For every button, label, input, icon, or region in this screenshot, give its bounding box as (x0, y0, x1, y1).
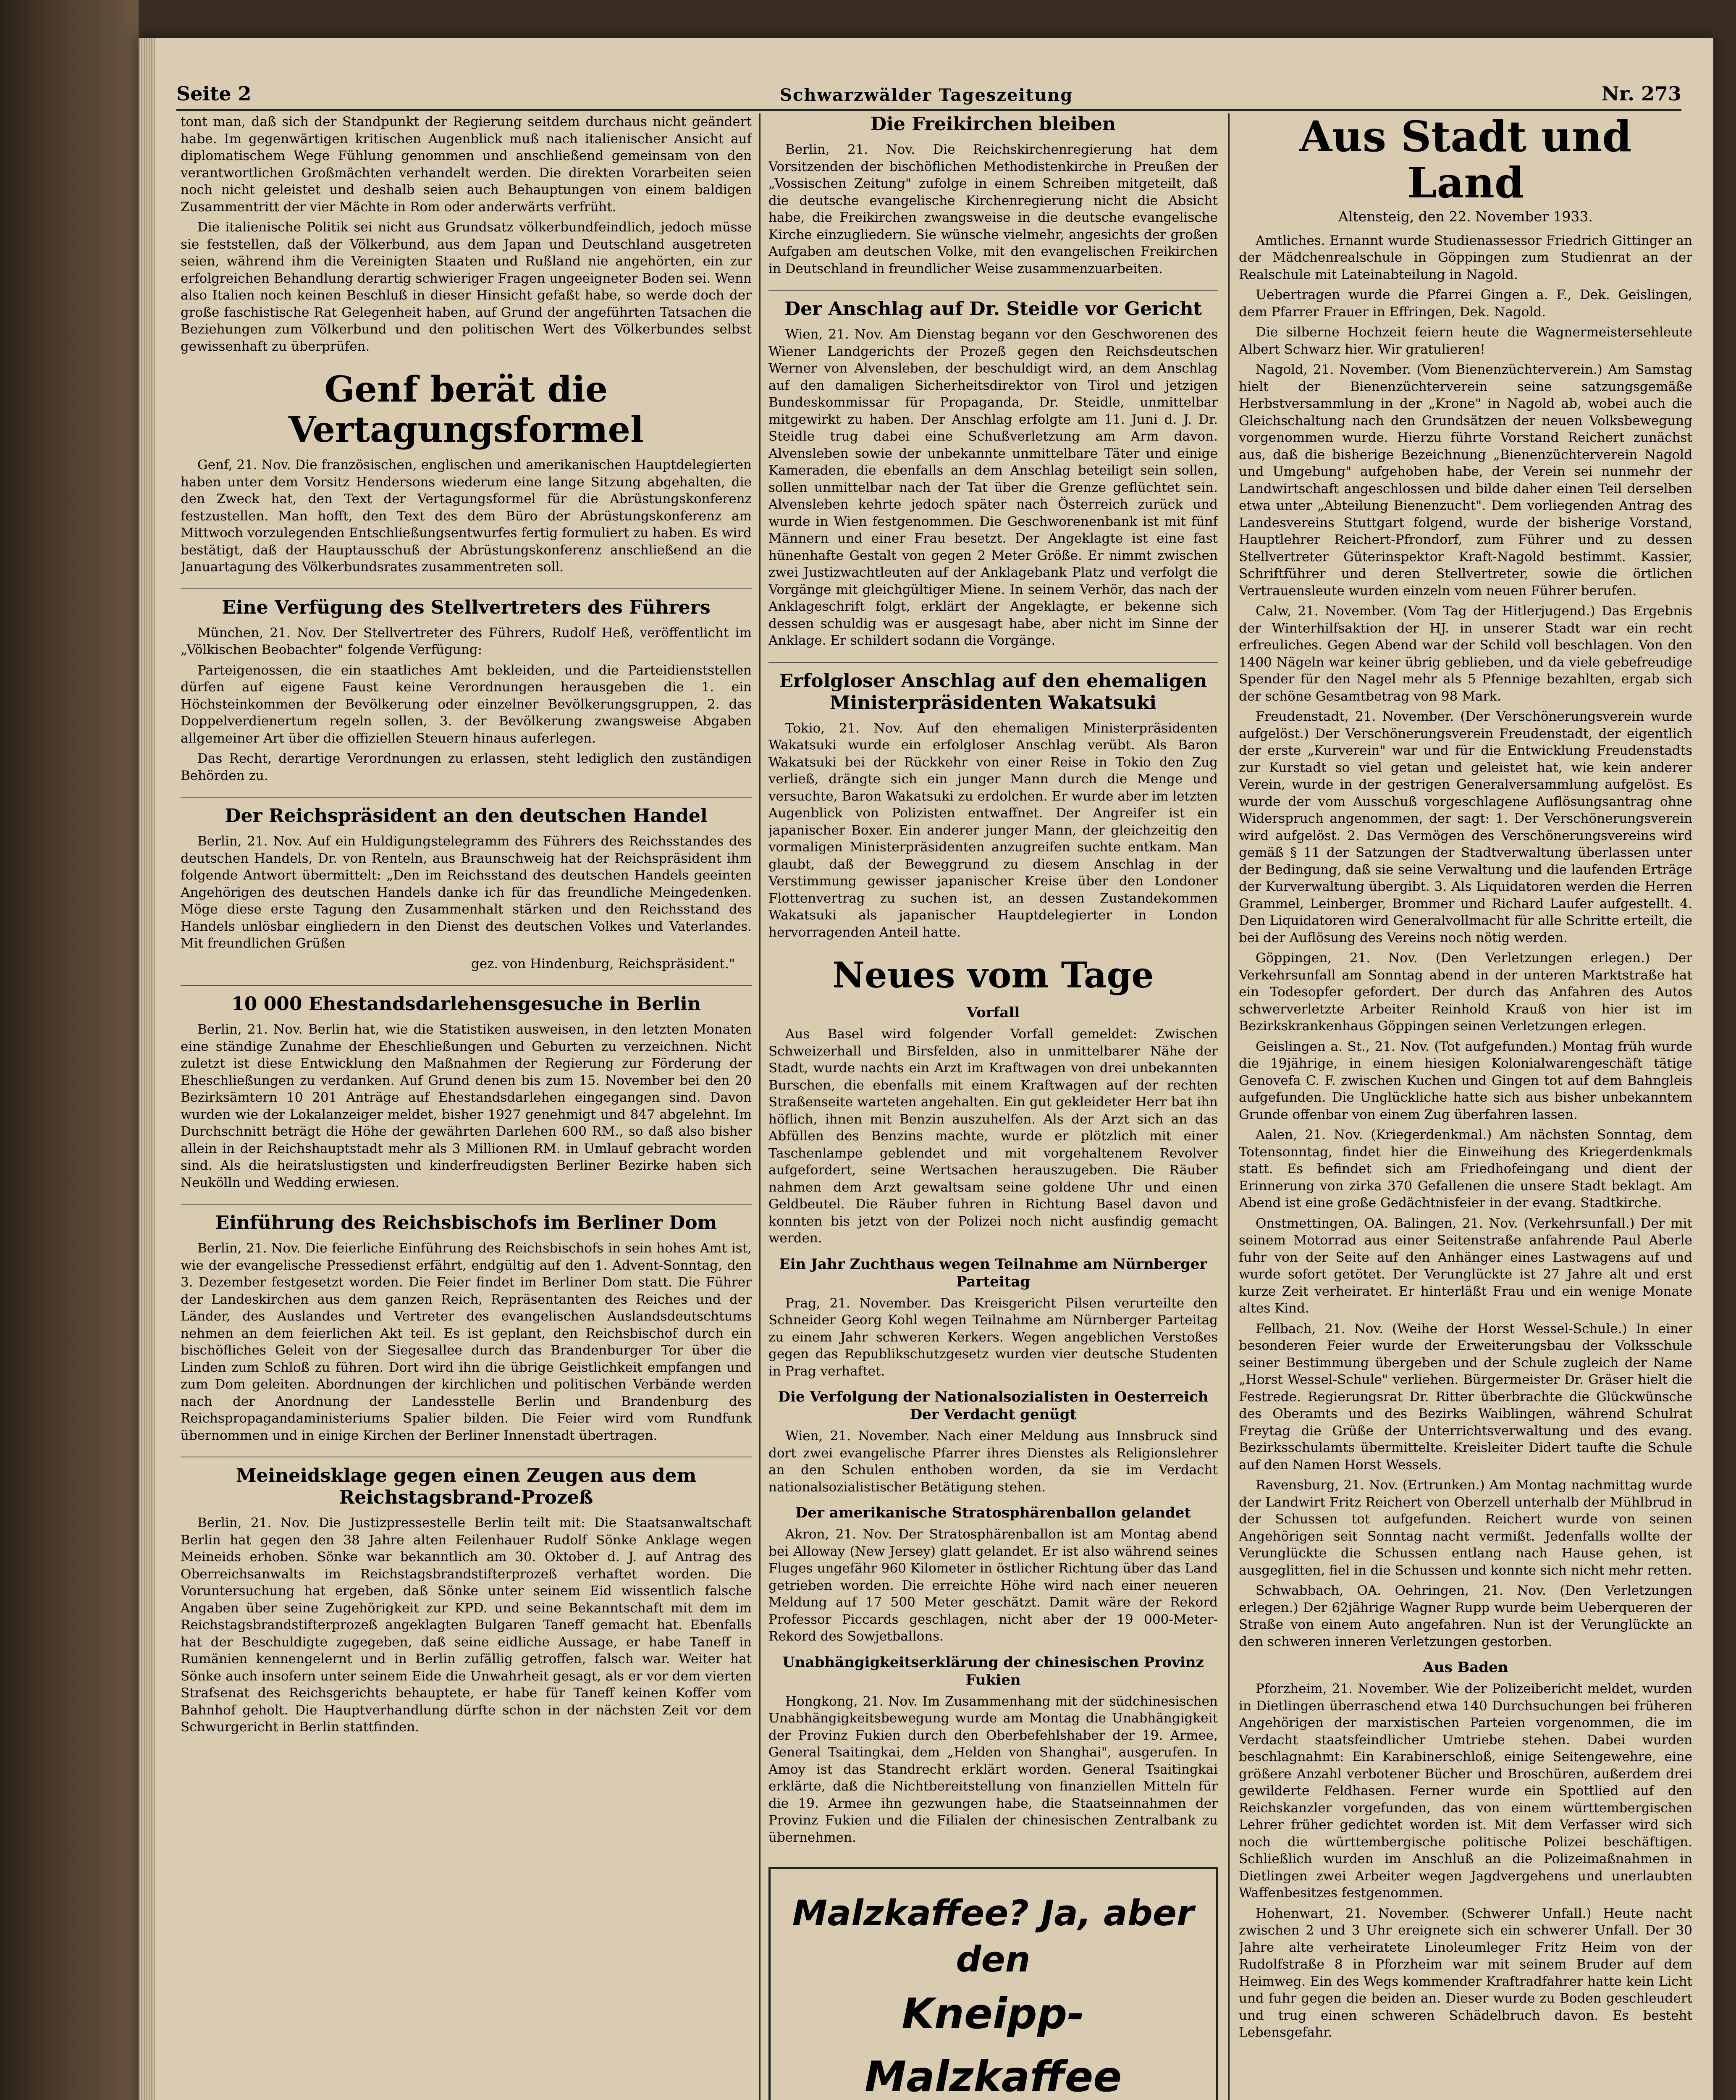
article-text: Hongkong, 21. Nov. Im Zusammenhang mit der südchinesischen Unabhängigkeitsbewegung wurde am Montag die Unabhängigkeit der Provinz Fukien durch den Oberbefehlshaber der 19. Armee, General Tsaitingkai, dem „Helden von Shanghai", ausgerufen. In Amoy ist das Standrecht erklärt worden. General Tsaitingkai erklärte, daß die Nichtbereitstellung von finanziellen Mitteln für die 19. Armee ihn gezwungen habe, die Staatseinnahmen der Provinz Fukien und die Filialen der chinesischen Zentralbank zu übernehmen. (768, 1693, 1218, 1845)
article-text: Berlin, 21. Nov. Die Justizpressestelle Berlin teilt mit: Die Staatsanwaltschaft Berlin hat gegen den 38 Jahre alten Feilenhauer Rudolf Sönke Anklage wegen Meineids erhoben. Sönke war bekanntlich am 30. Oktober d. J. auf Antrag des Oberreichsanwalts im Reichstagsbrandstifterprozeß verhaftet worden. Die Voruntersuchung hat ergeben, daß Sönke unter seinem Eid wissentlich falsche Angaben über seine Zugehörigkeit zur KPD. und seine Bekanntschaft mit dem im Reichstagsbrandstifterprozeß angeklagten Bulgaren Taneff gemacht hat. Ebenfalls hat der Beschuldigte zugegeben, daß seine eidliche Aussage, er habe Taneff in Rumänien kennengelernt und in Berlin zufällig getroffen, falsch war. Weiter hat Sönke auch insofern unter seinem Eide die Unwahrheit gesagt, als er vor dem vierten Strafsenat des Reichsgerichts behauptete, er habe für Taneff keinen Koffer vom Bahnhof geholt. Die Hauptverhandlung dürfte schon in der nächsten Zeit vor dem Schwurgericht in Berlin stattfinden. (181, 1515, 752, 1735)
section-title: Neues vom Tage (832, 954, 1154, 996)
article-text: Parteigenossen, die ein staatliches Amt bekleiden, und die Parteidienststellen dürfen auf eigene Faust keine Verordnungen herausgeben die 1. ein Höchsteinkommen der Bevölkerung oder einzelner Bevölkerungsgruppen, 2. das Doppelverdienertum regeln sollen, 3. der Bevölkerung zwangsweise Abgaben allgemeiner Art über die offiziellen Steuern hinaus auferlegen. (181, 662, 752, 746)
subsection-title: Aus Baden (1423, 1659, 1508, 1676)
baden-news-list (1239, 1680, 1692, 2041)
news-item: Ravensburg, 21. Nov. (Ertrunken.) Am Montag nachmittag wurde der Landwirt Fritz Reichert von Oberzell unterhalb der Mühlbrud in der Schussen tot aufgefunden. Reichert wurde von seinen Angehörigen seit Sonntag nacht vermißt. Jedenfalls wollte der Verunglückte die Schussen entlang nach Hause gehen, ist ausgeglitten, fiel in die Schussen und konnte sich nicht mehr retten. (1239, 1478, 1692, 1578)
news-item: Amtliches. Ernannt wurde Studienassessor Friedrich Gittinger an der Mädchenrealschule in Göppingen zum Studienrat an der Realschule mit Lateinabteilung in Nagold. (1239, 233, 1692, 282)
news-item: Nagold, 21. November. (Vom Bienenzüchterverein.) Am Samstag hielt der Bienenzüchterverein seine satzungsgemäße Herbstversammlung in der „Krone" in Nagold ab, wobei auch die Gleichschaltung nach den Grundsätzen der neuen Volksbewegung vorgenommen wurde. Hierzu führte Vorstand Reichert zunächst aus, daß die bisherige Bezeichnung „Bienenzüchterverein Nagold und Umgebung" aufgehoben habe, der Verein sei nunmehr der Landwirtschaft angeschlossen und bilde daher einen Teil derselben etwa unter „Abteilung Bienenzucht". Dem vorliegenden Antrag des Landesvereins Stuttgart folgend, wurde der bisherige Vorstand, Hauptlehrer Reichert-Pfrondorf, zum Führer und zu dessen Stellvertreter Güterinspektor Kraft-Nagold bestimmt. Kassier, Schriftführer und deren Stellvertreter, sowie die örtlichen Vertrauensleute wurden einzeln vom neuen Führer berufen. (1239, 362, 1692, 598)
article-text: Berlin, 21. Nov. Berlin hat, wie die Statistiken ausweisen, in den letzten Monaten eine ständige Zunahme der Eheschließungen und Geburten zu verzeichnen. Nicht zuletzt ist diese Entwicklung den Maßnahmen der Regierung zur Förderung der Eheschließungen zu verdanken. Auf Grund denen bis zum 15. November bei den 20 Bezirksämtern 10 201 Anträge auf Ehestandsdarlehen eingegangen sind. Davon wurden wie der Lokalanzeiger meldet, bisher 1927 genehmigt und 847 abgelehnt. Im Durchschnitt beträgt die Höhe der gewährten Darlehen 600 RM., so daß also bisher allein in der Reichshauptstadt mehr als 3 Millionen RM. in Umlauf gebracht worden sind. Als die heiratslustigsten und kinderfreudigsten Berliner Bezirke haben sich Neukölln und Wedding erwiesen. (181, 1022, 752, 1190)
page-number: Seite 2 (176, 82, 252, 105)
headline: Die Verfolgung der Nationalsozialisten in Oesterreich Der Verdacht genügt (778, 1389, 1209, 1423)
news-item: Calw, 21. November. (Vom Tag der Hitlerjugend.) Das Ergebnis der Winterhilfsaktion der HJ. in unserer Stadt war ein recht erfreuliches. Gegen Abend war der Schild voll beschlagen. Von den 1400 Nägeln war keiner übrig geblieben, und da viele gebefreudige Spender für den Nagel mehr als 5 Pfennige bezahlten, ergab sich der schöne Gesamtbetrag von 98 Mark. (1239, 604, 1692, 704)
news-item: Uebertragen wurde die Pfarrei Gingen a. F., Dek. Geislingen, dem Pfarrer Frauer in Effringen, Dek. Nagold. (1239, 287, 1692, 320)
news-item: Onstmettingen, OA. Balingen, 21. Nov. (Verkehrsunfall.) Der mit seinem Motorrad aus einer Seitenstraße anfahrende Paul Aberle fuhr von der Seite auf den Anhänger eines Lastwagens auf und wurde sofort getötet. Der Verunglückte ist 27 Jahre alt und erst kurze Zeit verheiratet. Er hinterläßt Frau und ein wenige Monate altes Kind. (1239, 1215, 1692, 1316)
page-stack-edge (139, 38, 155, 2100)
headline: 10 000 Ehestandsdarlehensgesuche in Berlin (181, 985, 752, 1015)
intro-paragraph: Die italienische Politik sei nicht aus Grundsatz völkerbundfeindlich, jedoch müsse sie feststellen, daß der Völkerbund, aus dem Japan und Deutschland ausgetreten seien, während ihm die Vereinigten Staaten und Rußland nie angehörten, ein zur erfolgreichen Behandlung derartig schwieriger Fragen ungeeigneter Boden sei. Wenn also Italien noch keinen Beschluß in dieser Hinsicht gefaßt habe, so werde doch der große faschistische Rat Gelegenheit haben, auf Grund der angeführten Tatsachen die Beziehungen zum Völkerbund und den politischen Wert des Völkerbundes selbst gewissenhaft zu überprüfen. (181, 220, 752, 354)
headline: Ein Jahr Zuchthaus wegen Teilnahme am Nürnberger Parteitag (779, 1255, 1207, 1290)
headline: Die Freikirchen bleiben (871, 113, 1116, 135)
article-text: Berlin, 21. Nov. Die Reichskirchenregierung hat dem Vorsitzenden der bischöflichen Methodistenkirche in Preußen der „Vossischen Zeitung" zufolge in einem Schreiben mitgeteilt, daß die deutsche evangelische Kirchenregierung nicht die Absicht habe, die Freikirchen zwangsweise in die deutsche evangelische Kirche einzugliedern. Sie wünsche vielmehr, angesichts der großen Aufgaben am deutschen Volke, mit den evangelischen Freikirchen in Deutschland in freundlicher Weise zusammenzuarbeiten. (768, 142, 1218, 276)
news-item: Göppingen, 21. Nov. (Den Verletzungen erlegen.) Der Verkehrsunfall am Sonntag abend in der unteren Marktstraße hat ein Todesopfer gefordert. Der durch das Anfahren des Autos schwerverletzte Arbeiter Reinhold Krauß von hier ist im Bezirkskrankenhaus Göppingen seinen Verletzungen erlegen. (1239, 950, 1692, 1034)
intro-paragraph: tont man, daß sich der Standpunkt der Regierung seitdem durchaus nicht geändert habe. Im gegenwärtigen kritischen Augenblick muß nach italienischer Ansicht auf diplomatischem Wege Fühlung genommen und anschließend gemeinsam von den verantwortlichen Großmächten verhandelt werden. Die direkten Vorarbeiten seien noch nicht geleistet und deshalb seien auch Behauptungen von einem baldigen Zusammentritt der vier Mächte in Rom oder anderwärts verfrüht. (181, 114, 752, 215)
news-item: Pforzheim, 21. November. Wie der Polizeibericht meldet, wurden in Dietlingen überraschend etwa 140 Durchsuchungen bei früheren Angehörigen der marxistischen Parteien vorgenommen, die im Verdacht staatsfeindlicher Umtriebe stehen. Dabei wurden beschlagnahmt: Ein Karabinerschloß, einige Seitengewehre, eine größere Anzahl verbotener Bücher und Broschüren, außerdem drei gewilderte Feldhasen. Ferner wurde ein Spottlied auf den Reichskanzler vorgefunden, das von einem württembergischen Lehrer früher gedichtet worden ist. Mit dem Verfasser wird sich noch die württembergische politische Polizei beschäftigen. Schließlich wurden im Anschluß an die Polizeimaßnahmen in Dietlingen zwei Arbeiter wegen Jagdvergehens und unerlaubten Waffenbesitzes festgenommen. (1239, 1681, 1692, 1900)
column-2 (768, 113, 1218, 2100)
news-item: Fellbach, 21. Nov. (Weihe der Horst Wessel-Schule.) In einer besonderen Feier wurde der Erweiterungsbau der Volksschule seiner Bestimmung übergeben und der Schule zugleich der Name „Horst Wessel-Schule" verliehen. Bürgermeister Dr. Gräser hielt die Festrede. Regierungsrat Dr. Ritter überbrachte die Glückwünsche des Oberamts und des Bezirks Waiblingen, während Schulrat Freytag die Grüße der Unterrichtsverwaltung und des evang. Bezirksschulamts übermittelte. Kreisleiter Didert taufte die Schule auf den Namen Horst Wessels. (1239, 1321, 1692, 1473)
news-item: Aalen, 21. Nov. (Kriegerdenkmal.) Am nächsten Sonntag, dem Totensonntag, findet hier die Einweihung des Kriegerdenkmals statt. Es befindet sich am Friedhofeingang und dient der Erinnerung von zirka 370 Gefallenen die unsere Stadt beklagt. Am Abend ist eine große Gedächtnisfeier in der evang. Stadtkirche. (1239, 1127, 1692, 1210)
section-title: Aus Stadt und Land (1299, 113, 1632, 207)
news-item: Hohenwart, 21. November. (Schwerer Unfall.) Heute nacht zwischen 2 und 3 Uhr ereignete sich ein schwerer Unfall. Der 30 Jahre alte verheiratete Linoleumleger Fritz Heim von der Rudolfstraße 8 in Pforzheim war mit seinem Bruder auf dem Heimweg. Ein des Wegs kommender Kraftradfahrer hatte kein Licht und fuhr gegen die beiden an. Dieser wurde zu Boden geschleudert und trug einen schweren Schädelbruch davon. Es besteht Lebensgefahr. (1239, 1906, 1692, 2040)
headline: Meineidsklage gegen einen Zeugen aus dem Reichstagsbrand-Prozeß (181, 1457, 752, 1509)
headline: Der amerikanische Stratosphärenballon gelandet (795, 1504, 1191, 1521)
article-text: Tokio, 21. Nov. Auf den ehemaligen Ministerpräsidenten Wakatsuki wurde ein erfolgloser Anschlag verübt. Als Baron Wakatsuki bei der Rückkehr von einer Reise in Tokio den Zug verließ, drängte sich ein junger Mann durch die Menge und versuchte, Baron Wakatsuki zu erdolchen. Er wurde aber im letzten Augenblick von Polizisten entwaffnet. Der Angreifer ist ein japanischer Boxer. Ein anderer junger Mann, der gleichzeitig den vormaligen Ministerpräsidenten anzugreifen suchte entkam. Man glaubt, daß der Beweggrund zu diesem Anschlag in der Verstimmung gewisser japanischer Kreise über den Londoner Flottenvertrag zu suchen ist, an dessen Zustandekommen Wakatsuki als japanischer Hauptdelegierter in London hervorragenden Anteil hatte. (768, 720, 1218, 940)
article-text: München, 21. Nov. Der Stellvertreter des Führers, Rudolf Heß, veröffentlicht im „Völkischen Beobachter" folgende Verfügung: (181, 625, 752, 657)
dateline: Altensteig, den 22. November 1933. (1338, 208, 1593, 225)
book-binding (0, 0, 139, 2100)
article-text: Das Recht, derartige Verordnungen zu erlassen, steht lediglich den zuständigen Behörden zu. (181, 751, 752, 783)
headline: Einführung des Reichsbischofs im Berliner Dom (181, 1204, 752, 1234)
article-text: Berlin, 21. Nov. Auf ein Huldigungstelegramm des Führers des Reichsstandes des deutschen Handels, Dr. von Renteln, aus Braunschweig hat der Reichspräsident ihm folgende Antwort übermittelt: „Den im Reichsstand des deutschen Handels geeinten Angehörigen des deutschen Handels danke ich für das freundliche Meingedenken. Möge diese erste Tagung den Zusammenhalt stärken und den Reichsstand des Handels unlösbar eingliedern in den Dienst des deutschen Volkes und Vaterlandes. Mit freundlichen Grüßen (181, 834, 752, 951)
column-1 (181, 113, 752, 2100)
headline: Eine Verfügung des Stellvertreters des Führers (181, 588, 752, 619)
headline: Unabhängigkeitserklärung der chinesischen Provinz Fukien (782, 1654, 1204, 1688)
news-item: Freudenstadt, 21. November. (Der Verschönerungsverein wurde aufgelöst.) Der Verschönerungsverein Freudenstadt, der eigentlich der erste „Kurverein" war und für die Entwicklung Freudenstadts zur Kurstadt so viel getan und geleistet hat, wie kein anderer Verein, wurde in der gestrigen Generalversammlung aufgelöst. Es wurde der vom Ausschuß vorgeschlagene Auflösungsantrag ohne Widerspruch angenommen, der sagt: 1. Der Verschönerungsverein wird aufgelöst. 2. Das Vermögen des Verschönerungsvereins wird gemäß § 11 der Satzungen der Stadtverwaltung überlassen unter der Bedingung, daß sie seine Verwaltung und die laufenden Erträge der Kurverwaltung übergibt. 3. Als Liquidatoren werden die Herren Grammel, Leinberger, Brommer und Richard Laufer aufgestellt. 4. Den Liquidatoren wird Generalvollmacht für alle Schritte erteilt, die bei der Auflösung des Vereins noch nötig werden. (1239, 709, 1692, 945)
headline: Der Anschlag auf Dr. Steidle vor Gericht (768, 290, 1218, 320)
headline: Der Reichspräsident an den deutschen Handel (181, 797, 752, 827)
news-item: Schwabbach, OA. Oehringen, 21. Nov. (Den Verletzungen erlegen.) Der 62jährige Wagner Rupp wurde beim Ueberqueren der Straße von einem Auto angefahren. Nun ist der Verunglückte an den schweren inneren Verletzungen gestorben. (1239, 1583, 1692, 1649)
article-text: Akron, 21. Nov. Der Stratosphärenballon ist am Montag abend bei Alloway (New Jersey) glatt gelandet. Er ist also während seines Fluges ungefähr 960 Kilometer in östlicher Richtung über das Land getrieben worden. Die erreichte Höhe wird nach einer neueren Meldung auf 17 500 Meter geschätzt. Damit wäre der Rekord Professor Piccards geschlagen, nicht aber der 19 000-Meter-Rekord des Sowjetballons. (768, 1527, 1218, 1644)
news-item: Geislingen a. St., 21. Nov. (Tot aufgefunden.) Montag früh wurde die 19jährige, in einem hiesigen Kolonialwarengeschäft tätige Genovefa C. F. zwischen Kuchen und Gingen tot auf dem Bahngleis aufgefunden. Die Unglückliche hatte sich aus bisher unbekanntem Grunde offenbar von einem Zug überfahren lassen. (1239, 1039, 1692, 1122)
news-item: Die silberne Hochzeit feiern heute die Wagnermeistersehleute Albert Schwarz hier. Wir gratulieren! (1239, 325, 1692, 357)
headline: Erfolgloser Anschlag auf den ehemaligen Ministerpräsidenten Wakatsuki (768, 662, 1218, 714)
issue-number: Nr. 273 (1601, 82, 1681, 105)
ad-line: Kneipp-Malzkaffee (864, 1989, 1122, 2100)
article-text: Prag, 21. November. Das Kreisgericht Pilsen verurteilte den Schneider Georg Kohl wegen Teilnahme am Nürnberger Parteitag zu einem Jahr schweren Kerkers. Wegen angeblichen Verstoßes gegen das Republikschutzgesetz wurden vier deutsche Studenten in Prag verhaftet. (768, 1295, 1218, 1379)
newspaper-name: Schwarzwälder Tageszeitung (780, 85, 1073, 105)
column-rule (1228, 113, 1230, 2100)
article-text: Aus Basel wird folgender Vorfall gemeldet: Zwischen Schweizerhall und Birsfelden, also in unmittelbarer Nähe der Stadt, wurde nachts ein Arzt im Kraftwagen von drei unbekannten Burschen, die ebenfalls mit einem Kraftwagen auf der rechten Straßenseite warteten angehalten. Ein gut gekleideter Herr bat ihn höflich, ihnen mit Benzin auszuhelfen. Als der Arzt sich an das Abfüllen des Benzins machte, wurde er plötzlich mit einer Taschenlampe geblendet und mit vorgehaltenem Revolver aufgefordert, seine Wertsachen herauszugeben. Die Räuber nahmen dem Arzt gewaltsam seine goldene Uhr und einen Geldbeutel. Die Räuber fuhren in Richtung Basel davon und konnten bis jetzt von der Polizei noch nicht ausfindig gemacht werden. (768, 1026, 1218, 1246)
ad-line: Malzkaffee? Ja, aber den (792, 1893, 1194, 1980)
signature-line: gez. von Hindenburg, Reichspräsident." (471, 956, 735, 971)
article-text: Genf, 21. Nov. Die französischen, englischen und amerikanischen Hauptdelegierten haben unter dem Vorsitz Hendersons wiederum eine lange Sitzung abgehalten, die den Zweck hat, den Text der Vertagungsformel für die Abrüstungskonferenz festzustellen. Man hofft, den Text des dem Büro der Abrüstungskonferenz am Mittwoch vorzulegenden Entschließungsentwurfes fertig formuliert zu haben. Es wird bestätigt, daß der Hauptausschuß der Abrüstungskonferenz anschließend an die Januartagung des Völkerbundsrates zusammentreten soll. (181, 457, 752, 575)
article-text: Wien, 21. Nov. Am Dienstag begann vor den Geschworenen des Wiener Landgerichts der Prozeß gegen den Reichsdeutschen Werner von Alvensleben, der beschuldigt wird, an dem Anschlag auf den damaligen Sicherheitsdirektor von Tirol und jetzigen Bundeskommissar für Propaganda, Dr. Steidle, unmittelbar mitgewirkt zu haben. Der Anschlag erfolgte am 11. Juni d. J. Dr. Steidle trug dabei eine Schußverletzung am Arm davon. Alvensleben sowie der unbekannte unmittelbare Täter und einige Kameraden, die ebenfalls an dem Anschlag beteiligt sein sollen, sollen unmittelbar nach der Tat über die Grenze geflüchtet sein. Alvensleben kehrte jedoch später nach Österreich zurück und wurde in Wien festgenommen. Die Geschworenenbank ist mit fünf Männern und einer Frau besetzt. Der Angeklagte ist eine fast hünenhafte Gestalt von gegen 2 Meter Größe. Er nimmt zwischen zwei Justizwachtleuten auf der Anklagebank Platz und verfolgt die Vorgänge mit gleichgültiger Miene. In seinem Verhör, das nach der Anklageschrift folgt, erklärt der Angeklagte, er bekenne sich dessen schuldig was er ausgesagt habe, aber nicht im Sinne der Anklage. Er schildert sodann die Vorgänge. (768, 327, 1218, 648)
headline: Vorfall (966, 1004, 1020, 1021)
local-news-list (1239, 232, 1692, 1651)
advertisement (768, 1867, 1218, 2100)
article-text: Wien, 21. November. Nach einer Meldung aus Innsbruck sind dort zwei evangelische Pfarrer ihres Dienstes als Religionslehrer an den Schulen enthoben worden, da sie im Verdacht nationalsozialistischer Betätigung stehen. (768, 1428, 1218, 1495)
article-text: Berlin, 21. Nov. Die feierliche Einführung des Reichsbischofs in sein hohes Amt ist, wie der evangelische Pressedienst erfährt, endgültig auf den 1. Advent-Sonntag, den 3. Dezember festgesetzt worden. Die Feier findet im Berliner Dom statt. Die Führer der Landeskirchen aus dem ganzen Reich, Repräsentanten des Reiches und der Länder, des Auslandes und Vertreter des evangelischen Auslandsdeutschtums nehmen an dem feierlichen Akt teil. Es ist geplant, den Reichsbischof durch ein bischöfliches Geleit von der Siegesallee durch das Brandenburger Tor über die Linden zum Schloß zu führen. Dort wird ihn die übrige Geistlichkeit empfangen und zum Dom geleiten. Abordnungen der kirchlichen und politischen Verbände werden nach der Anordnung der Landesstelle Berlin und Brandenburg des Reichspropagandaministeriums Spalier bilden. Die Feier wird vom Rundfunk übernommen und in einige Kirchen der Berliner Innenstadt übertragen. (181, 1241, 752, 1443)
headline: Genf berät die Vertagungsformel (288, 368, 644, 450)
column-rule (759, 113, 760, 2100)
column-3 (1239, 113, 1692, 2100)
page-header (176, 59, 1681, 111)
